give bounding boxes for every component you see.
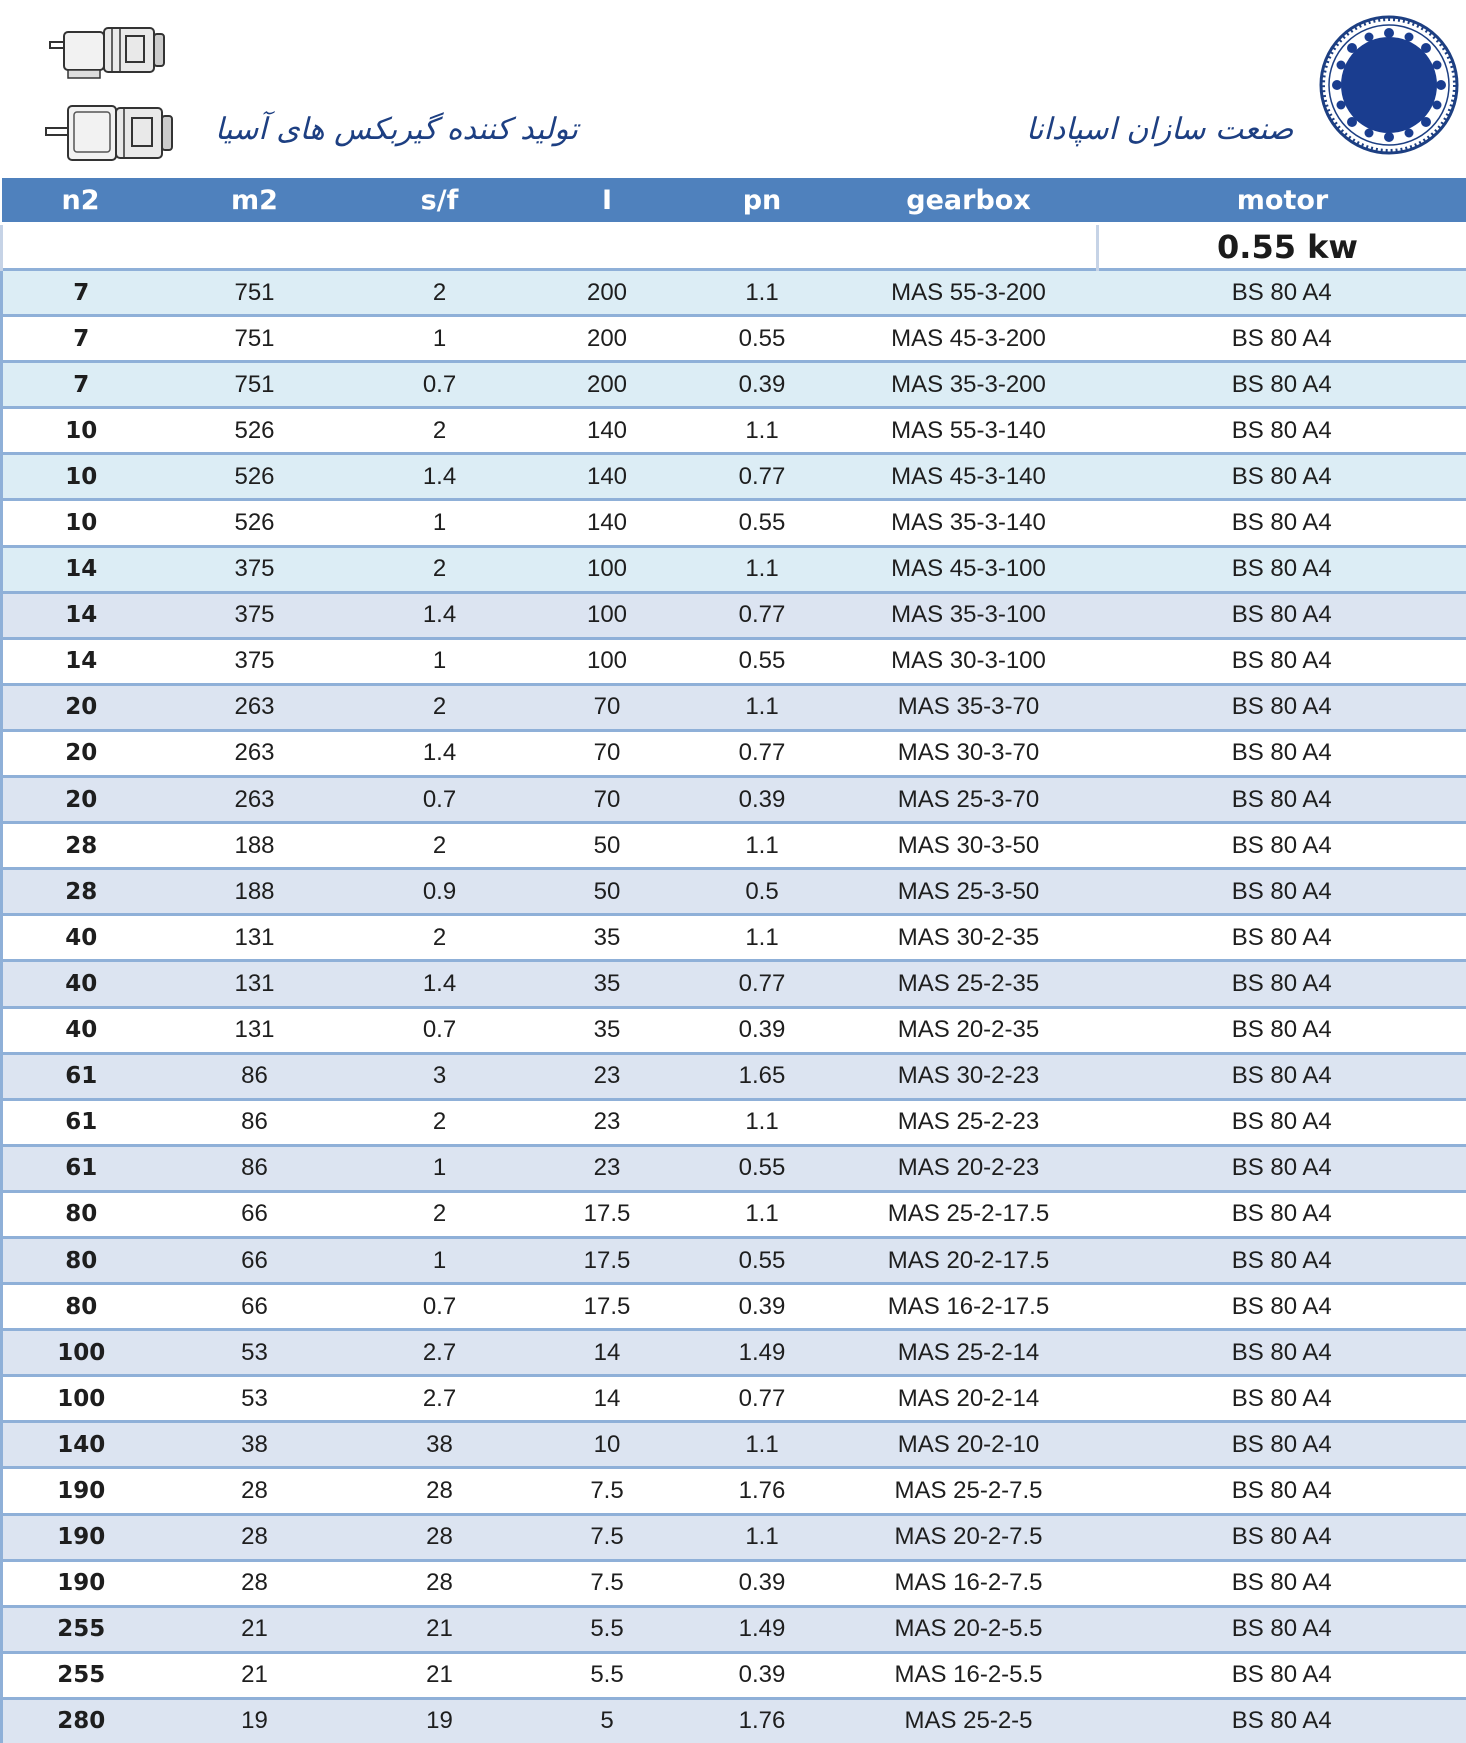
cell-n2: 100 — [2, 1376, 160, 1422]
cell-motor: BS 80 A4 — [1098, 362, 1466, 408]
table-row — [2, 1053, 1466, 1099]
table-row — [2, 1698, 1466, 1743]
cell-m2: 526 — [160, 454, 350, 500]
cell-m2: 131 — [160, 915, 350, 961]
cell-gearbox: MAS 45-3-140 — [840, 454, 1098, 500]
cell-gearbox: MAS 45-3-200 — [840, 316, 1098, 362]
cell-i: 100 — [530, 638, 685, 684]
cell-n2: 14 — [2, 546, 160, 592]
cell-sf: 0.7 — [350, 1007, 530, 1053]
cell-m2: 188 — [160, 823, 350, 869]
cell-i: 200 — [530, 362, 685, 408]
cell-sf: 1 — [350, 1145, 530, 1191]
cell-m2: 375 — [160, 592, 350, 638]
cell-n2: 61 — [2, 1099, 160, 1145]
cell-gearbox: MAS 55-3-140 — [840, 408, 1098, 454]
cell-n2: 280 — [2, 1698, 160, 1743]
table-row — [2, 1237, 1466, 1283]
cell-pn: 1.49 — [685, 1330, 840, 1376]
table-row — [2, 823, 1466, 869]
cell-pn: 1.76 — [685, 1468, 840, 1514]
cell-sf: 21 — [350, 1606, 530, 1652]
cell-i: 17.5 — [530, 1237, 685, 1283]
table-row — [2, 777, 1466, 823]
cell-sf: 1 — [350, 316, 530, 362]
cell-n2: 190 — [2, 1560, 160, 1606]
table-row — [2, 1652, 1466, 1698]
cell-pn: 0.77 — [685, 961, 840, 1007]
cell-gearbox: MAS 25-3-50 — [840, 869, 1098, 915]
cell-i: 70 — [530, 684, 685, 730]
cell-sf: 2 — [350, 408, 530, 454]
company-logo — [1318, 14, 1460, 156]
cell-m2: 21 — [160, 1652, 350, 1698]
table-row — [2, 316, 1466, 362]
column-header-sf: s/f — [350, 178, 530, 224]
cell-sf: 0.9 — [350, 869, 530, 915]
cell-pn: 0.55 — [685, 316, 840, 362]
cell-pn: 0.39 — [685, 1007, 840, 1053]
cell-sf: 2 — [350, 1191, 530, 1237]
cell-pn: 1.1 — [685, 1514, 840, 1560]
table-row — [2, 1330, 1466, 1376]
cell-i: 23 — [530, 1099, 685, 1145]
cell-motor: BS 80 A4 — [1098, 1237, 1466, 1283]
cell-n2: 10 — [2, 408, 160, 454]
cell-motor: BS 80 A4 — [1098, 1606, 1466, 1652]
cell-motor: BS 80 A4 — [1098, 1099, 1466, 1145]
cell-m2: 21 — [160, 1606, 350, 1652]
cell-n2: 40 — [2, 915, 160, 961]
cell-motor: BS 80 A4 — [1098, 869, 1466, 915]
cell-motor: BS 80 A4 — [1098, 454, 1466, 500]
column-header-i: I — [530, 178, 685, 224]
cell-m2: 19 — [160, 1698, 350, 1743]
cell-n2: 20 — [2, 684, 160, 730]
cell-pn: 0.77 — [685, 730, 840, 776]
cell-sf: 1.4 — [350, 592, 530, 638]
cell-motor: BS 80 A4 — [1098, 730, 1466, 776]
table-row — [2, 1099, 1466, 1145]
cell-motor: BS 80 A4 — [1098, 1053, 1466, 1099]
cell-gearbox: MAS 25-3-70 — [840, 777, 1098, 823]
table-row — [2, 1376, 1466, 1422]
cell-motor: BS 80 A4 — [1098, 1698, 1466, 1743]
table-row — [2, 1514, 1466, 1560]
cell-pn: 1.1 — [685, 1099, 840, 1145]
cell-i: 200 — [530, 316, 685, 362]
table-row — [2, 684, 1466, 730]
cell-pn: 0.39 — [685, 777, 840, 823]
cell-i: 14 — [530, 1376, 685, 1422]
cell-sf: 0.7 — [350, 1284, 530, 1330]
cell-pn: 1.1 — [685, 1191, 840, 1237]
cell-motor: BS 80 A4 — [1098, 546, 1466, 592]
cell-n2: 28 — [2, 869, 160, 915]
cell-sf: 2 — [350, 684, 530, 730]
cell-i: 140 — [530, 408, 685, 454]
company-slogan: تولید کننده گیربکس های آسیا — [215, 112, 578, 147]
cell-m2: 751 — [160, 270, 350, 316]
cell-i: 35 — [530, 915, 685, 961]
table-row — [2, 408, 1466, 454]
cell-n2: 80 — [2, 1191, 160, 1237]
table-row — [2, 1560, 1466, 1606]
cell-motor: BS 80 A4 — [1098, 408, 1466, 454]
cell-n2: 14 — [2, 592, 160, 638]
cell-motor: BS 80 A4 — [1098, 823, 1466, 869]
cell-n2: 61 — [2, 1145, 160, 1191]
cell-m2: 375 — [160, 546, 350, 592]
cell-gearbox: MAS 25-2-35 — [840, 961, 1098, 1007]
cell-pn: 1.1 — [685, 408, 840, 454]
cell-gearbox: MAS 16-2-7.5 — [840, 1560, 1098, 1606]
cell-motor: BS 80 A4 — [1098, 684, 1466, 730]
cell-i: 23 — [530, 1053, 685, 1099]
cell-m2: 28 — [160, 1560, 350, 1606]
cell-gearbox: MAS 35-3-70 — [840, 684, 1098, 730]
cell-m2: 86 — [160, 1053, 350, 1099]
cell-n2: 40 — [2, 1007, 160, 1053]
cell-sf: 19 — [350, 1698, 530, 1743]
cell-pn: 1.1 — [685, 546, 840, 592]
cell-i: 200 — [530, 270, 685, 316]
cell-motor: BS 80 A4 — [1098, 1514, 1466, 1560]
cell-m2: 526 — [160, 408, 350, 454]
table-row — [2, 1191, 1466, 1237]
cell-sf: 1.4 — [350, 454, 530, 500]
cell-motor: BS 80 A4 — [1098, 1191, 1466, 1237]
cell-i: 140 — [530, 500, 685, 546]
cell-i: 100 — [530, 592, 685, 638]
cell-gearbox: MAS 35-3-140 — [840, 500, 1098, 546]
column-header-motor: motor — [1098, 178, 1466, 224]
cell-motor: BS 80 A4 — [1098, 1652, 1466, 1698]
cell-sf: 2.7 — [350, 1376, 530, 1422]
page-header — [0, 0, 1466, 178]
table-row — [2, 961, 1466, 1007]
cell-sf: 1 — [350, 1237, 530, 1283]
motor-power-label: 0.55 kw — [1098, 224, 1466, 270]
cell-motor: BS 80 A4 — [1098, 1560, 1466, 1606]
cell-pn: 1.49 — [685, 1606, 840, 1652]
cell-m2: 53 — [160, 1376, 350, 1422]
cell-pn: 1.1 — [685, 270, 840, 316]
cell-i: 35 — [530, 961, 685, 1007]
cell-pn: 0.39 — [685, 1560, 840, 1606]
table-header-row — [2, 178, 1466, 224]
cell-pn: 0.39 — [685, 1284, 840, 1330]
cell-sf: 2.7 — [350, 1330, 530, 1376]
cell-gearbox: MAS 35-3-200 — [840, 362, 1098, 408]
cell-n2: 20 — [2, 777, 160, 823]
cell-n2: 7 — [2, 270, 160, 316]
cell-i: 140 — [530, 454, 685, 500]
table-row — [2, 362, 1466, 408]
cell-gearbox: MAS 25-2-17.5 — [840, 1191, 1098, 1237]
cell-gearbox: MAS 25-2-7.5 — [840, 1468, 1098, 1514]
cell-i: 35 — [530, 1007, 685, 1053]
table-row — [2, 1007, 1466, 1053]
cell-m2: 66 — [160, 1237, 350, 1283]
cell-m2: 263 — [160, 777, 350, 823]
column-header-gearbox: gearbox — [840, 178, 1098, 224]
cell-n2: 7 — [2, 362, 160, 408]
cell-sf: 1.4 — [350, 730, 530, 776]
cell-motor: BS 80 A4 — [1098, 1145, 1466, 1191]
cell-sf: 1 — [350, 638, 530, 684]
cell-pn: 1.76 — [685, 1698, 840, 1743]
cell-i: 7.5 — [530, 1560, 685, 1606]
table-row — [2, 270, 1466, 316]
table-row — [2, 869, 1466, 915]
cell-sf: 2 — [350, 915, 530, 961]
cell-motor: BS 80 A4 — [1098, 1284, 1466, 1330]
cell-pn: 1.1 — [685, 915, 840, 961]
table-row — [2, 730, 1466, 776]
cell-n2: 10 — [2, 500, 160, 546]
cell-m2: 751 — [160, 316, 350, 362]
cell-n2: 190 — [2, 1468, 160, 1514]
cell-gearbox: MAS 20-2-35 — [840, 1007, 1098, 1053]
table-row — [2, 546, 1466, 592]
gearmotor-image-top — [44, 20, 179, 86]
table-row — [2, 1422, 1466, 1468]
gearbox-selection-table-wrap — [0, 178, 1466, 1743]
cell-i: 5.5 — [530, 1606, 685, 1652]
cell-sf: 2 — [350, 823, 530, 869]
cell-motor: BS 80 A4 — [1098, 777, 1466, 823]
table-row — [2, 1468, 1466, 1514]
cell-gearbox: MAS 20-2-23 — [840, 1145, 1098, 1191]
cell-gearbox: MAS 16-2-5.5 — [840, 1652, 1098, 1698]
cell-gearbox: MAS 25-2-5 — [840, 1698, 1098, 1743]
cell-i: 7.5 — [530, 1468, 685, 1514]
cell-motor: BS 80 A4 — [1098, 316, 1466, 362]
column-header-pn: pn — [685, 178, 840, 224]
cell-pn: 1.65 — [685, 1053, 840, 1099]
cell-gearbox: MAS 25-2-23 — [840, 1099, 1098, 1145]
gearbox-selection-table — [0, 178, 1466, 1743]
cell-motor: BS 80 A4 — [1098, 592, 1466, 638]
cell-m2: 131 — [160, 1007, 350, 1053]
cell-i: 5.5 — [530, 1652, 685, 1698]
cell-pn: 0.77 — [685, 1376, 840, 1422]
company-name: صنعت سازان اسپادانا — [1026, 112, 1294, 147]
cell-n2: 40 — [2, 961, 160, 1007]
cell-n2: 255 — [2, 1652, 160, 1698]
cell-m2: 28 — [160, 1514, 350, 1560]
cell-gearbox: MAS 55-3-200 — [840, 270, 1098, 316]
table-row — [2, 915, 1466, 961]
cell-motor: BS 80 A4 — [1098, 915, 1466, 961]
cell-pn: 0.77 — [685, 454, 840, 500]
cell-gearbox: MAS 20-2-10 — [840, 1422, 1098, 1468]
cell-gearbox: MAS 30-3-70 — [840, 730, 1098, 776]
cell-n2: 140 — [2, 1422, 160, 1468]
cell-m2: 66 — [160, 1284, 350, 1330]
cell-m2: 263 — [160, 684, 350, 730]
cell-i: 70 — [530, 730, 685, 776]
motor-power-row — [2, 224, 1466, 270]
cell-sf: 2 — [350, 546, 530, 592]
cell-pn: 0.55 — [685, 1145, 840, 1191]
cell-sf: 21 — [350, 1652, 530, 1698]
cell-gearbox: MAS 20-2-17.5 — [840, 1237, 1098, 1283]
cell-i: 5 — [530, 1698, 685, 1743]
cell-n2: 255 — [2, 1606, 160, 1652]
cell-pn: 0.55 — [685, 500, 840, 546]
cell-gearbox: MAS 20-2-14 — [840, 1376, 1098, 1422]
cell-m2: 751 — [160, 362, 350, 408]
cell-m2: 188 — [160, 869, 350, 915]
cell-m2: 38 — [160, 1422, 350, 1468]
cell-m2: 53 — [160, 1330, 350, 1376]
cell-pn: 1.1 — [685, 1422, 840, 1468]
table-row — [2, 592, 1466, 638]
cell-n2: 190 — [2, 1514, 160, 1560]
column-header-m2: m2 — [160, 178, 350, 224]
cell-n2: 61 — [2, 1053, 160, 1099]
cell-sf: 1 — [350, 500, 530, 546]
cell-motor: BS 80 A4 — [1098, 961, 1466, 1007]
cell-gearbox: MAS 25-2-14 — [840, 1330, 1098, 1376]
cell-pn: 0.77 — [685, 592, 840, 638]
cell-pn: 0.55 — [685, 1237, 840, 1283]
table-row — [2, 454, 1466, 500]
cell-gearbox: MAS 20-2-7.5 — [840, 1514, 1098, 1560]
cell-motor: BS 80 A4 — [1098, 638, 1466, 684]
cell-gearbox: MAS 30-3-50 — [840, 823, 1098, 869]
cell-sf: 28 — [350, 1468, 530, 1514]
cell-gearbox: MAS 35-3-100 — [840, 592, 1098, 638]
cell-m2: 375 — [160, 638, 350, 684]
cell-sf: 1.4 — [350, 961, 530, 1007]
cell-i: 17.5 — [530, 1191, 685, 1237]
cell-pn: 0.5 — [685, 869, 840, 915]
cell-pn: 0.55 — [685, 638, 840, 684]
cell-n2: 100 — [2, 1330, 160, 1376]
cell-i: 50 — [530, 869, 685, 915]
cell-sf: 2 — [350, 270, 530, 316]
cell-sf: 0.7 — [350, 362, 530, 408]
cell-i: 14 — [530, 1330, 685, 1376]
cell-sf: 38 — [350, 1422, 530, 1468]
cell-i: 50 — [530, 823, 685, 869]
cell-m2: 28 — [160, 1468, 350, 1514]
cell-pn: 0.39 — [685, 1652, 840, 1698]
cell-gearbox: MAS 30-2-35 — [840, 915, 1098, 961]
cell-i: 17.5 — [530, 1284, 685, 1330]
cell-n2: 10 — [2, 454, 160, 500]
cell-i: 10 — [530, 1422, 685, 1468]
cell-gearbox: MAS 30-3-100 — [840, 638, 1098, 684]
cell-motor: BS 80 A4 — [1098, 1376, 1466, 1422]
table-row — [2, 1145, 1466, 1191]
cell-sf: 2 — [350, 1099, 530, 1145]
cell-pn: 1.1 — [685, 823, 840, 869]
cell-i: 23 — [530, 1145, 685, 1191]
cell-motor: BS 80 A4 — [1098, 270, 1466, 316]
cell-m2: 131 — [160, 961, 350, 1007]
table-row — [2, 500, 1466, 546]
cell-n2: 28 — [2, 823, 160, 869]
cell-m2: 86 — [160, 1145, 350, 1191]
cell-m2: 263 — [160, 730, 350, 776]
cell-i: 70 — [530, 777, 685, 823]
gearmotor-image-bottom — [44, 100, 179, 166]
cell-motor: BS 80 A4 — [1098, 500, 1466, 546]
table-row — [2, 1606, 1466, 1652]
table-row — [2, 1284, 1466, 1330]
cell-n2: 80 — [2, 1284, 160, 1330]
cell-n2: 80 — [2, 1237, 160, 1283]
cell-motor: BS 80 A4 — [1098, 1468, 1466, 1514]
cell-sf: 0.7 — [350, 777, 530, 823]
cell-m2: 526 — [160, 500, 350, 546]
cell-n2: 7 — [2, 316, 160, 362]
cell-n2: 14 — [2, 638, 160, 684]
cell-gearbox: MAS 16-2-17.5 — [840, 1284, 1098, 1330]
cell-m2: 86 — [160, 1099, 350, 1145]
cell-motor: BS 80 A4 — [1098, 1007, 1466, 1053]
cell-m2: 66 — [160, 1191, 350, 1237]
cell-pn: 0.39 — [685, 362, 840, 408]
cell-n2: 20 — [2, 730, 160, 776]
cell-sf: 3 — [350, 1053, 530, 1099]
column-header-n2: n2 — [2, 178, 160, 224]
cell-motor: BS 80 A4 — [1098, 1330, 1466, 1376]
cell-i: 7.5 — [530, 1514, 685, 1560]
cell-gearbox: MAS 45-3-100 — [840, 546, 1098, 592]
cell-pn: 1.1 — [685, 684, 840, 730]
cell-i: 100 — [530, 546, 685, 592]
cell-gearbox: MAS 30-2-23 — [840, 1053, 1098, 1099]
cell-sf: 28 — [350, 1560, 530, 1606]
cell-sf: 28 — [350, 1514, 530, 1560]
table-row — [2, 638, 1466, 684]
cell-motor: BS 80 A4 — [1098, 1422, 1466, 1468]
cell-gearbox: MAS 20-2-5.5 — [840, 1606, 1098, 1652]
